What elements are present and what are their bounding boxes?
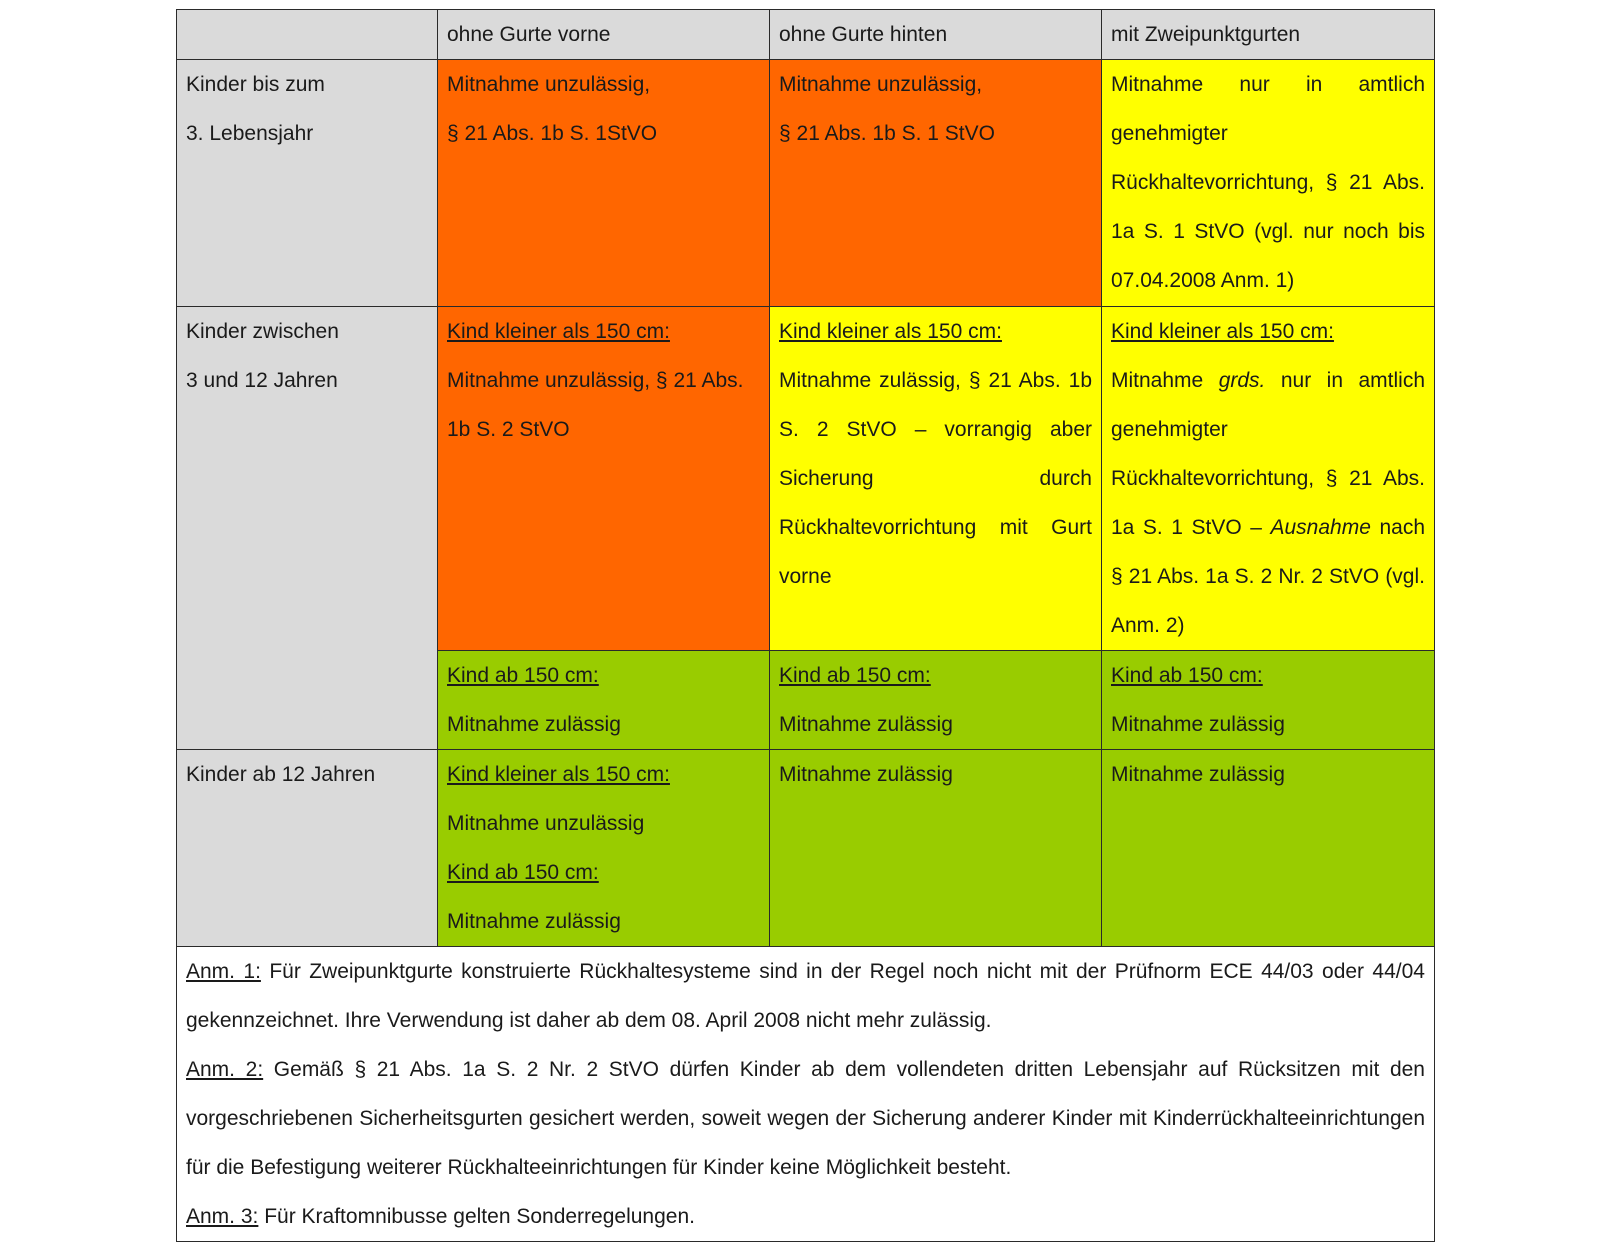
note-3 — [186, 1192, 1425, 1241]
header-mit-zweipunktgurten: mit Zweipunktgurten — [1102, 10, 1435, 60]
header-ohne-gurte-vorne: ohne Gurte vorne — [438, 10, 770, 60]
cell-r2-hinten — [770, 307, 1102, 651]
cell-text: Mitnahme nur in amtlich genehmigter Rückhaltevorrichtung, § 21 Abs. 1a S. 1 StVO (vgl. nur noch bis 07.04.2008 Anm. 1) — [1111, 73, 1425, 292]
cell-r4-zweipunkt — [1102, 750, 1435, 947]
child-transport-table — [176, 9, 1435, 1242]
cell-r1-zweipunkt — [1102, 60, 1435, 307]
cell-text: Mitnahme zulässig, § 21 Abs. 1b S. 2 StVO – vorrangig aber Sicherung durch Rückhaltevorrichtung mit Gurt vorne — [779, 369, 1092, 588]
note-text: Für Kraftomnibusse gelten Sonderregelungen. — [258, 1205, 695, 1228]
note-text: Für Zweipunktgurte konstruierte Rückhaltesysteme sind in der Regel noch nicht mit der Prüfnorm ECE 44/03 oder 44/04 gekennzeichnet. Ihre Verwendung ist daher ab dem 08. April 2008 nicht mehr zulässig. — [186, 960, 1425, 1032]
row-label-line: Kinder zwischen — [186, 320, 339, 343]
cell-emphasis: grds. — [1218, 369, 1266, 392]
cell-text: Mitnahme zulässig — [779, 763, 953, 786]
cell-r1-hinten — [770, 60, 1102, 307]
note-2 — [186, 1045, 1425, 1192]
row-label-line: 3. Lebensjahr — [186, 122, 314, 145]
cell-r4-hinten — [770, 750, 1102, 947]
cell-text: Mitnahme unzulässig, § 21 Abs. 1b S. 2 StVO — [447, 369, 744, 441]
note-label: Anm. 1: — [186, 960, 261, 983]
cell-subheading: Kind kleiner als 150 cm: — [1111, 320, 1334, 343]
cell-text: Mitnahme zulässig — [447, 713, 621, 736]
cell-subheading: Kind kleiner als 150 cm: — [447, 320, 670, 343]
row-ab-12-jahre — [177, 750, 1435, 947]
cell-text: § 21 Abs. 1b S. 1StVO — [447, 122, 658, 145]
cell-subheading: Kind ab 150 cm: — [1111, 664, 1263, 687]
cell-r3-zweipunkt — [1102, 651, 1435, 750]
row-label-ab-12-jahre: Kinder ab 12 Jahren — [177, 750, 438, 947]
row-label-line: 3 und 12 Jahren — [186, 369, 338, 392]
row-3-bis-12-jahre-klein — [177, 307, 1435, 651]
cell-text: Mitnahme zulässig — [447, 910, 621, 933]
cell-emphasis: Ausnahme — [1270, 516, 1371, 539]
row-label-bis-3-jahre — [177, 60, 438, 307]
cell-r3-vorne — [438, 651, 770, 750]
header-corner — [177, 10, 438, 60]
cell-text: Mitnahme zulässig — [1111, 763, 1285, 786]
cell-text: Mitnahme unzulässig, — [779, 73, 983, 96]
row-label-line: Kinder bis zum — [186, 73, 325, 96]
cell-text: Mitnahme zulässig — [779, 713, 953, 736]
header-row — [177, 10, 1435, 60]
cell-text: Mitnahme zulässig — [1111, 713, 1285, 736]
cell-text: § 21 Abs. 1b S. 1 StVO — [779, 122, 995, 145]
cell-subheading: Kind kleiner als 150 cm: — [447, 763, 670, 786]
cell-subheading: Kind kleiner als 150 cm: — [779, 320, 1002, 343]
note-1 — [186, 947, 1425, 1045]
cell-r2-zweipunkt — [1102, 307, 1435, 651]
cell-subheading: Kind ab 150 cm: — [447, 664, 599, 687]
notes-row — [177, 947, 1435, 1242]
note-text: Gemäß § 21 Abs. 1a S. 2 Nr. 2 StVO dürfen Kinder ab dem vollendeten dritten Lebensjahr auf Rücksitzen mit den vorgeschriebenen Sicherheitsgurten gesichert werden, soweit wegen der Sicherung anderer Kinder mit Kinderrückhalteeinrichtungen für die Befestigung weiterer Rückhalteeinrichtungen für Kinder keine Möglichkeit besteht. — [186, 1058, 1425, 1179]
row-bis-3-jahre — [177, 60, 1435, 307]
cell-text: nur in amtlich genehmigter Rückhaltevorrichtung, § 21 Abs. 1a S. 1 StVO – — [1111, 369, 1426, 539]
cell-r1-vorne — [438, 60, 770, 307]
cell-text: Mitnahme unzulässig, — [447, 73, 651, 96]
cell-text: Mitnahme unzulässig — [447, 812, 645, 835]
note-label: Anm. 2: — [186, 1058, 264, 1081]
cell-text: Mitnahme — [1111, 369, 1219, 392]
cell-subheading: Kind ab 150 cm: — [447, 861, 599, 884]
header-ohne-gurte-hinten: ohne Gurte hinten — [770, 10, 1102, 60]
cell-subheading: Kind ab 150 cm: — [779, 664, 931, 687]
row-label-3-bis-12-jahre — [177, 307, 438, 750]
note-label: Anm. 3: — [186, 1205, 259, 1228]
notes-cell — [177, 947, 1435, 1242]
cell-r4-vorne — [438, 750, 770, 947]
cell-r2-vorne — [438, 307, 770, 651]
cell-r3-hinten — [770, 651, 1102, 750]
cell-text: nach § 21 Abs. 1a S. 2 Nr. 2 StVO (vgl. Anm. 2) — [1111, 516, 1425, 637]
